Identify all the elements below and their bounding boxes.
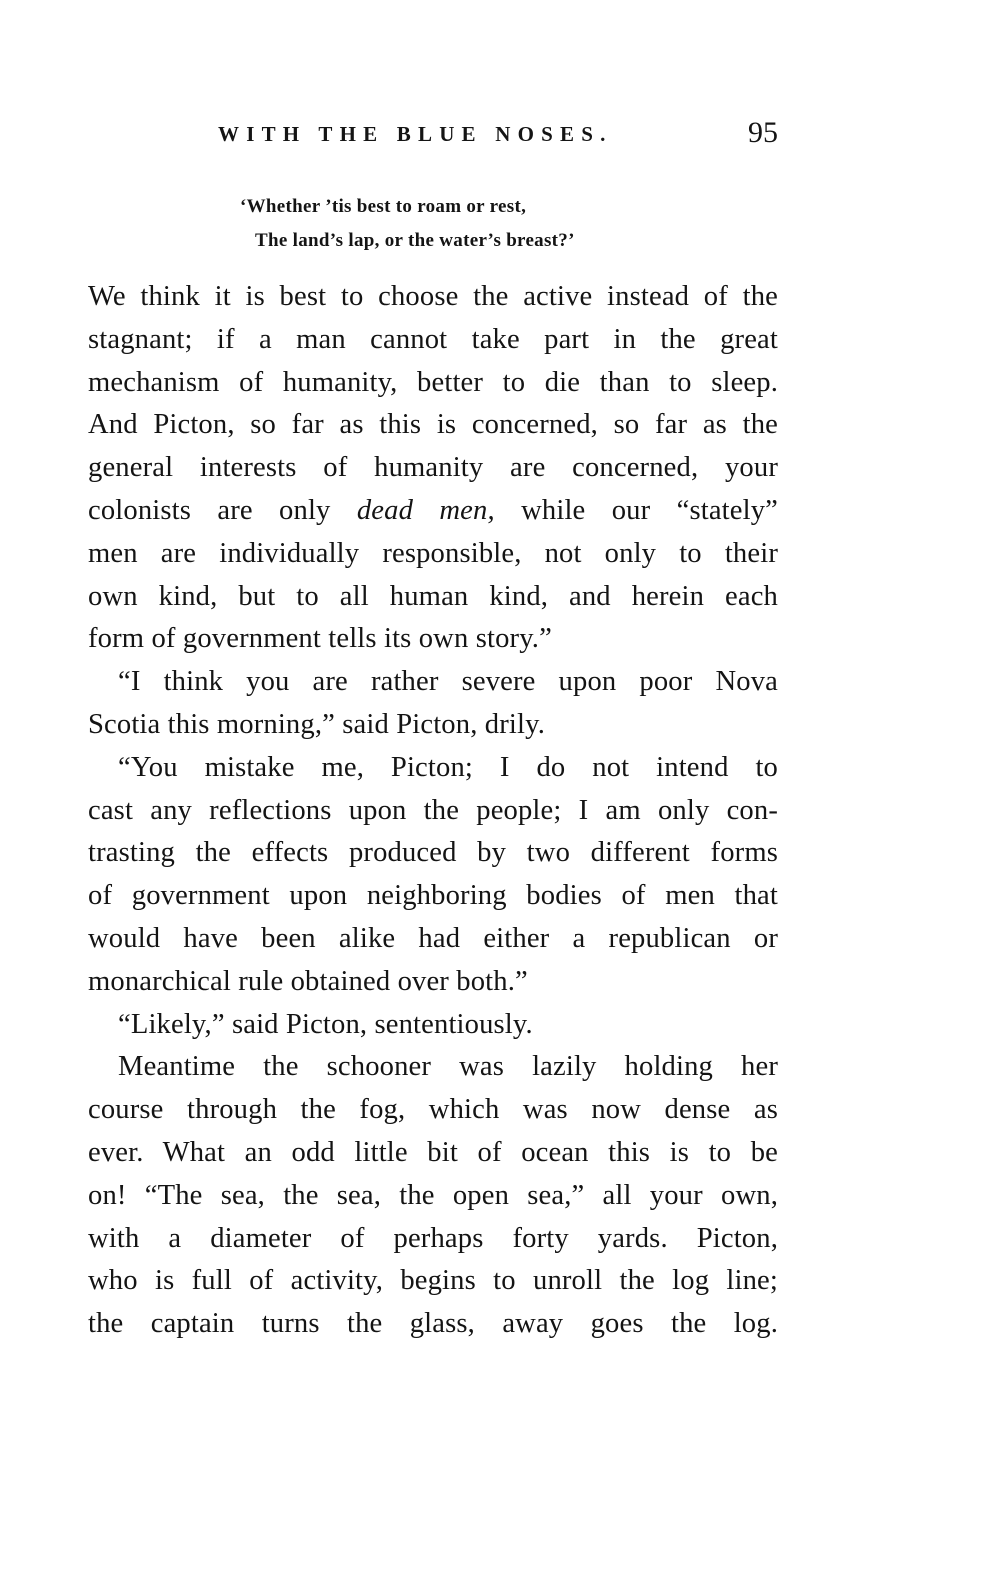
text-segment: colonists are only xyxy=(88,494,357,526)
text-line: cast any reflections upon the people; I am only con- xyxy=(88,794,778,826)
text-line: We think it is best to choose the active instead of the xyxy=(88,281,778,312)
text-line: own kind, but to all human kind, and herein each xyxy=(88,580,778,612)
text-line: form of government tells its own story.” xyxy=(88,623,552,655)
text-line: the captain turns the glass, away goes the log. xyxy=(88,1308,778,1340)
body-text xyxy=(88,276,778,1346)
epigraph-line: ‘Whether ’tis best to roam or rest, xyxy=(240,196,527,217)
page-number: 95 xyxy=(748,116,778,149)
text-line: course through the fog, which was now dense as xyxy=(88,1094,778,1126)
text-line: with a diameter of perhaps forty yards. Picton, xyxy=(88,1222,778,1254)
text-line: monarchical rule obtained over both.” xyxy=(88,965,528,997)
text-line: of government upon neighboring bodies of men that xyxy=(88,880,778,912)
epigraph-line: The land’s lap, or the water’s breast?’ xyxy=(255,230,575,251)
text-line: Scotia this morning,” said Picton, drily. xyxy=(88,708,545,740)
text-line: stagnant; if a man cannot take part in the great xyxy=(88,323,778,355)
text-line: “You mistake me, Picton; I do not intend to xyxy=(118,751,778,783)
text-line: general interests of humanity are concerned, your xyxy=(88,452,778,484)
text-line: And Picton, so far as this is concerned, so far as the xyxy=(88,409,778,441)
text-line: ever. What an odd little bit of ocean this is to be xyxy=(88,1136,778,1168)
text-line: Meantime the schooner was lazily holding her xyxy=(118,1051,778,1083)
text-line: “Likely,” said Picton, sententiously. xyxy=(118,1008,533,1040)
italic-phrase: dead men, xyxy=(356,494,495,526)
text-line xyxy=(88,490,778,533)
text-line: would have been alike had either a republican or xyxy=(88,922,778,954)
text-segment: while our “stately” xyxy=(494,494,779,526)
running-title: WITH THE BLUE NOSES. xyxy=(218,122,613,146)
text-line: men are individually responsible, not only to their xyxy=(88,537,778,569)
text-line: trasting the effects produced by two different forms xyxy=(88,837,778,869)
text-line: who is full of activity, begins to unroll the log line; xyxy=(88,1265,778,1297)
epigraph xyxy=(240,190,575,258)
text-line: “I think you are rather severe upon poor Nova xyxy=(118,666,778,698)
text-line: on! “The sea, the sea, the open sea,” all your own, xyxy=(88,1179,778,1211)
text-line: mechanism of humanity, better to die than to sleep. xyxy=(88,366,778,398)
